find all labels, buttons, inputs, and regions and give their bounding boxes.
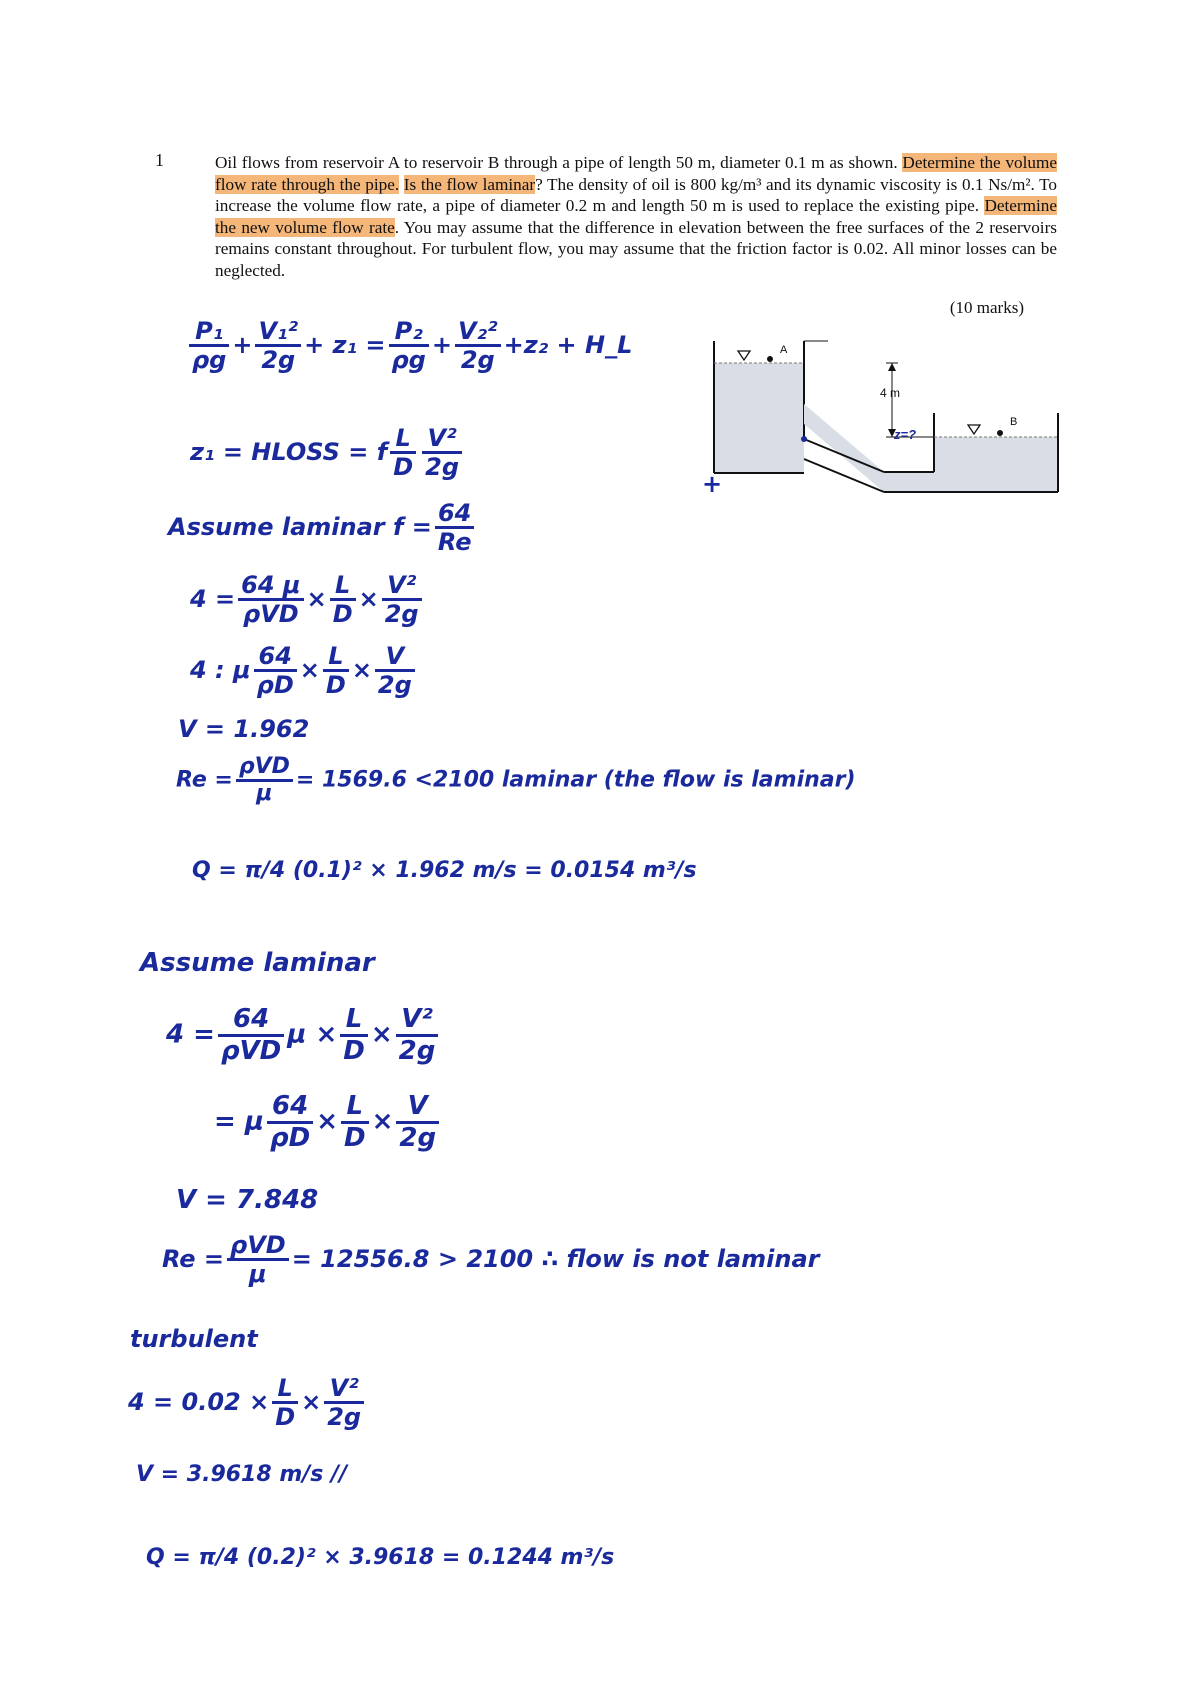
fraction — [422, 425, 462, 481]
numerator: 64 — [254, 643, 297, 672]
fraction — [272, 1375, 298, 1431]
numerator: L — [272, 1375, 298, 1404]
denominator: D — [344, 1122, 366, 1153]
reservoir-b-water — [934, 437, 1058, 492]
numerator: P₂ — [389, 318, 429, 347]
numerator: P₁ — [189, 318, 229, 347]
fraction — [390, 425, 416, 481]
point-b-icon — [997, 430, 1003, 436]
term: + — [431, 330, 452, 359]
numerator: 64 — [218, 1005, 284, 1037]
question-text-part: ? The density of oil is 800 kg/m³ and its dynamic viscosity is 0.1 Ns/m². To increase the volume flow rate, a pipe of diameter 0.2 m and length 50 m is used to replace the existing pipe. — [215, 174, 1057, 215]
term: × — [351, 655, 372, 684]
velocity-3: V = 3.9618 m/s // — [136, 1462, 348, 1487]
numerator: L — [341, 1092, 369, 1124]
term: × — [358, 584, 379, 613]
flow-rate-2: Q = π/4 (0.2)² × 3.9618 = 0.1244 m³/s — [146, 1545, 615, 1570]
equation-4b — [190, 643, 418, 699]
numerator: V² — [422, 425, 462, 454]
fraction — [236, 755, 293, 806]
denominator: 2g — [384, 600, 419, 629]
term: × — [315, 1019, 338, 1050]
surface-marker-a-icon — [738, 351, 750, 360]
question-number: 1 — [155, 150, 164, 170]
turbulent-equation — [128, 1375, 367, 1431]
fraction — [238, 572, 303, 628]
term: × — [299, 655, 320, 684]
reservoir-diagram — [708, 335, 1068, 525]
term: Assume laminar f = — [168, 512, 432, 541]
denominator: D — [325, 671, 346, 700]
velocity-2: V = 7.848 — [176, 1185, 319, 1215]
numerator: V² — [396, 1005, 439, 1037]
term: × — [306, 584, 327, 613]
denominator: 2g — [377, 671, 412, 700]
term: μ — [244, 1106, 264, 1137]
label-b: B — [1010, 416, 1018, 428]
denominator: ρVD — [220, 1035, 282, 1066]
term: +z₂ + H_L — [503, 330, 633, 359]
denominator: 2g — [327, 1403, 362, 1432]
pipe-inlet-dot-icon — [801, 436, 807, 442]
term: Re = — [162, 1244, 225, 1273]
highlight-is-laminar: Is the flow laminar — [403, 174, 536, 194]
numerator: ρVD — [236, 755, 293, 782]
numerator: L — [340, 1005, 368, 1037]
numerator: 64 — [435, 500, 475, 529]
fraction — [255, 318, 301, 374]
term: 4 = 0.02 × — [128, 1387, 270, 1416]
fraction — [323, 643, 349, 699]
reynolds-1 — [176, 755, 856, 806]
term: 4 : μ — [190, 655, 251, 684]
equation-4a — [190, 572, 425, 628]
reservoir-a-water — [714, 363, 804, 473]
stray-cross-mark: + — [702, 470, 723, 498]
surface-marker-b-icon — [968, 425, 980, 434]
term: + — [232, 330, 253, 359]
fraction — [189, 318, 229, 374]
denominator: D — [343, 1035, 365, 1066]
highlight-volume-flow-rate: Determine the volume flow rate through the pipe. — [215, 153, 1057, 194]
denominator: 2g — [261, 346, 296, 375]
fraction — [435, 500, 475, 556]
term: × — [301, 1387, 322, 1416]
numerator: V₁² — [255, 318, 301, 347]
numerator: V — [375, 643, 415, 672]
term: Re = — [176, 767, 233, 793]
term: μ — [287, 1019, 307, 1050]
numerator: L — [390, 425, 416, 454]
turbulent-label: turbulent — [130, 1325, 258, 1353]
head-loss-equation — [190, 425, 465, 481]
assume-laminar-1 — [168, 500, 477, 556]
fraction — [382, 572, 422, 628]
term: = 1569.6 <2100 laminar (the flow is laminar) — [295, 767, 856, 793]
reynolds-2 — [162, 1232, 819, 1288]
term: = — [214, 1106, 236, 1137]
denominator: ρD — [270, 1122, 311, 1153]
numerator: V² — [382, 572, 422, 601]
bernoulli-equation — [186, 318, 632, 374]
term: = 12556.8 > 2100 ∴ flow is not laminar — [291, 1244, 820, 1273]
equation-4d — [214, 1092, 442, 1152]
numerator: V² — [324, 1375, 364, 1404]
assume-laminar-2: Assume laminar — [140, 948, 375, 978]
numerator: 64 — [267, 1092, 313, 1124]
fraction — [340, 1005, 368, 1065]
marks-label: (10 marks) — [949, 298, 1024, 317]
denominator: 2g — [460, 346, 495, 375]
term: 4 = — [190, 584, 236, 613]
fraction — [396, 1092, 439, 1152]
denominator: D — [332, 600, 353, 629]
label-a: A — [780, 344, 788, 356]
fraction — [341, 1092, 369, 1152]
term: × — [371, 1106, 394, 1137]
term: z₁ = HLOSS = — [190, 437, 369, 466]
numerator: V — [396, 1092, 439, 1124]
denominator: ρVD — [243, 600, 299, 629]
term: × — [370, 1019, 393, 1050]
fraction — [330, 572, 356, 628]
point-a-icon — [767, 356, 773, 362]
numerator: ρVD — [227, 1232, 289, 1261]
denominator: 2g — [425, 453, 460, 482]
fraction — [324, 1375, 364, 1431]
fraction — [375, 643, 415, 699]
fraction — [389, 318, 429, 374]
term: × — [316, 1106, 338, 1137]
fraction — [396, 1005, 439, 1065]
numerator: V₂² — [455, 318, 501, 347]
flow-rate-1: Q = π/4 (0.1)² × 1.962 m/s = 0.0154 m³/s — [192, 858, 697, 883]
numerator: L — [323, 643, 349, 672]
numerator: 64 μ — [238, 572, 303, 601]
denominator: D — [393, 453, 414, 482]
height-label: 4 m — [880, 386, 901, 400]
denominator: ρg — [391, 346, 426, 375]
denominator: 2g — [399, 1122, 437, 1153]
question-text — [215, 152, 1057, 281]
numerator: L — [330, 572, 356, 601]
question-text-part: . You may assume that the difference in elevation between the free surfaces of the 2 reservoirs remains constant throughout. For turbulent flow, you may assume that the friction factor is 0.02. All minor losses can be neglected. — [215, 217, 1057, 280]
term: + z₁ = — [304, 330, 386, 359]
arrow-up-icon — [888, 363, 896, 371]
fraction — [455, 318, 501, 374]
highlight-new-flow-rate: Determine the new volume flow rate — [215, 196, 1057, 237]
fraction — [227, 1232, 289, 1288]
denominator: Re — [437, 528, 472, 557]
fraction — [254, 643, 297, 699]
equation-4c — [166, 1005, 441, 1065]
denominator: ρD — [256, 671, 294, 700]
denominator: μ — [249, 1260, 267, 1289]
denominator: D — [275, 1403, 296, 1432]
denominator: μ — [256, 781, 273, 807]
unknown-z-annotation: z=? — [894, 427, 917, 442]
term: 4 = — [166, 1019, 215, 1050]
denominator: ρg — [192, 346, 227, 375]
term: f — [376, 437, 388, 466]
velocity-1: V = 1.962 — [178, 715, 310, 743]
fraction — [218, 1005, 284, 1065]
fraction — [267, 1092, 313, 1152]
question-text-part: Oil flows from reservoir A to reservoir B through a pipe of length 50 m, diameter 0.1 m as shown. — [215, 153, 903, 172]
denominator: 2g — [398, 1035, 436, 1066]
